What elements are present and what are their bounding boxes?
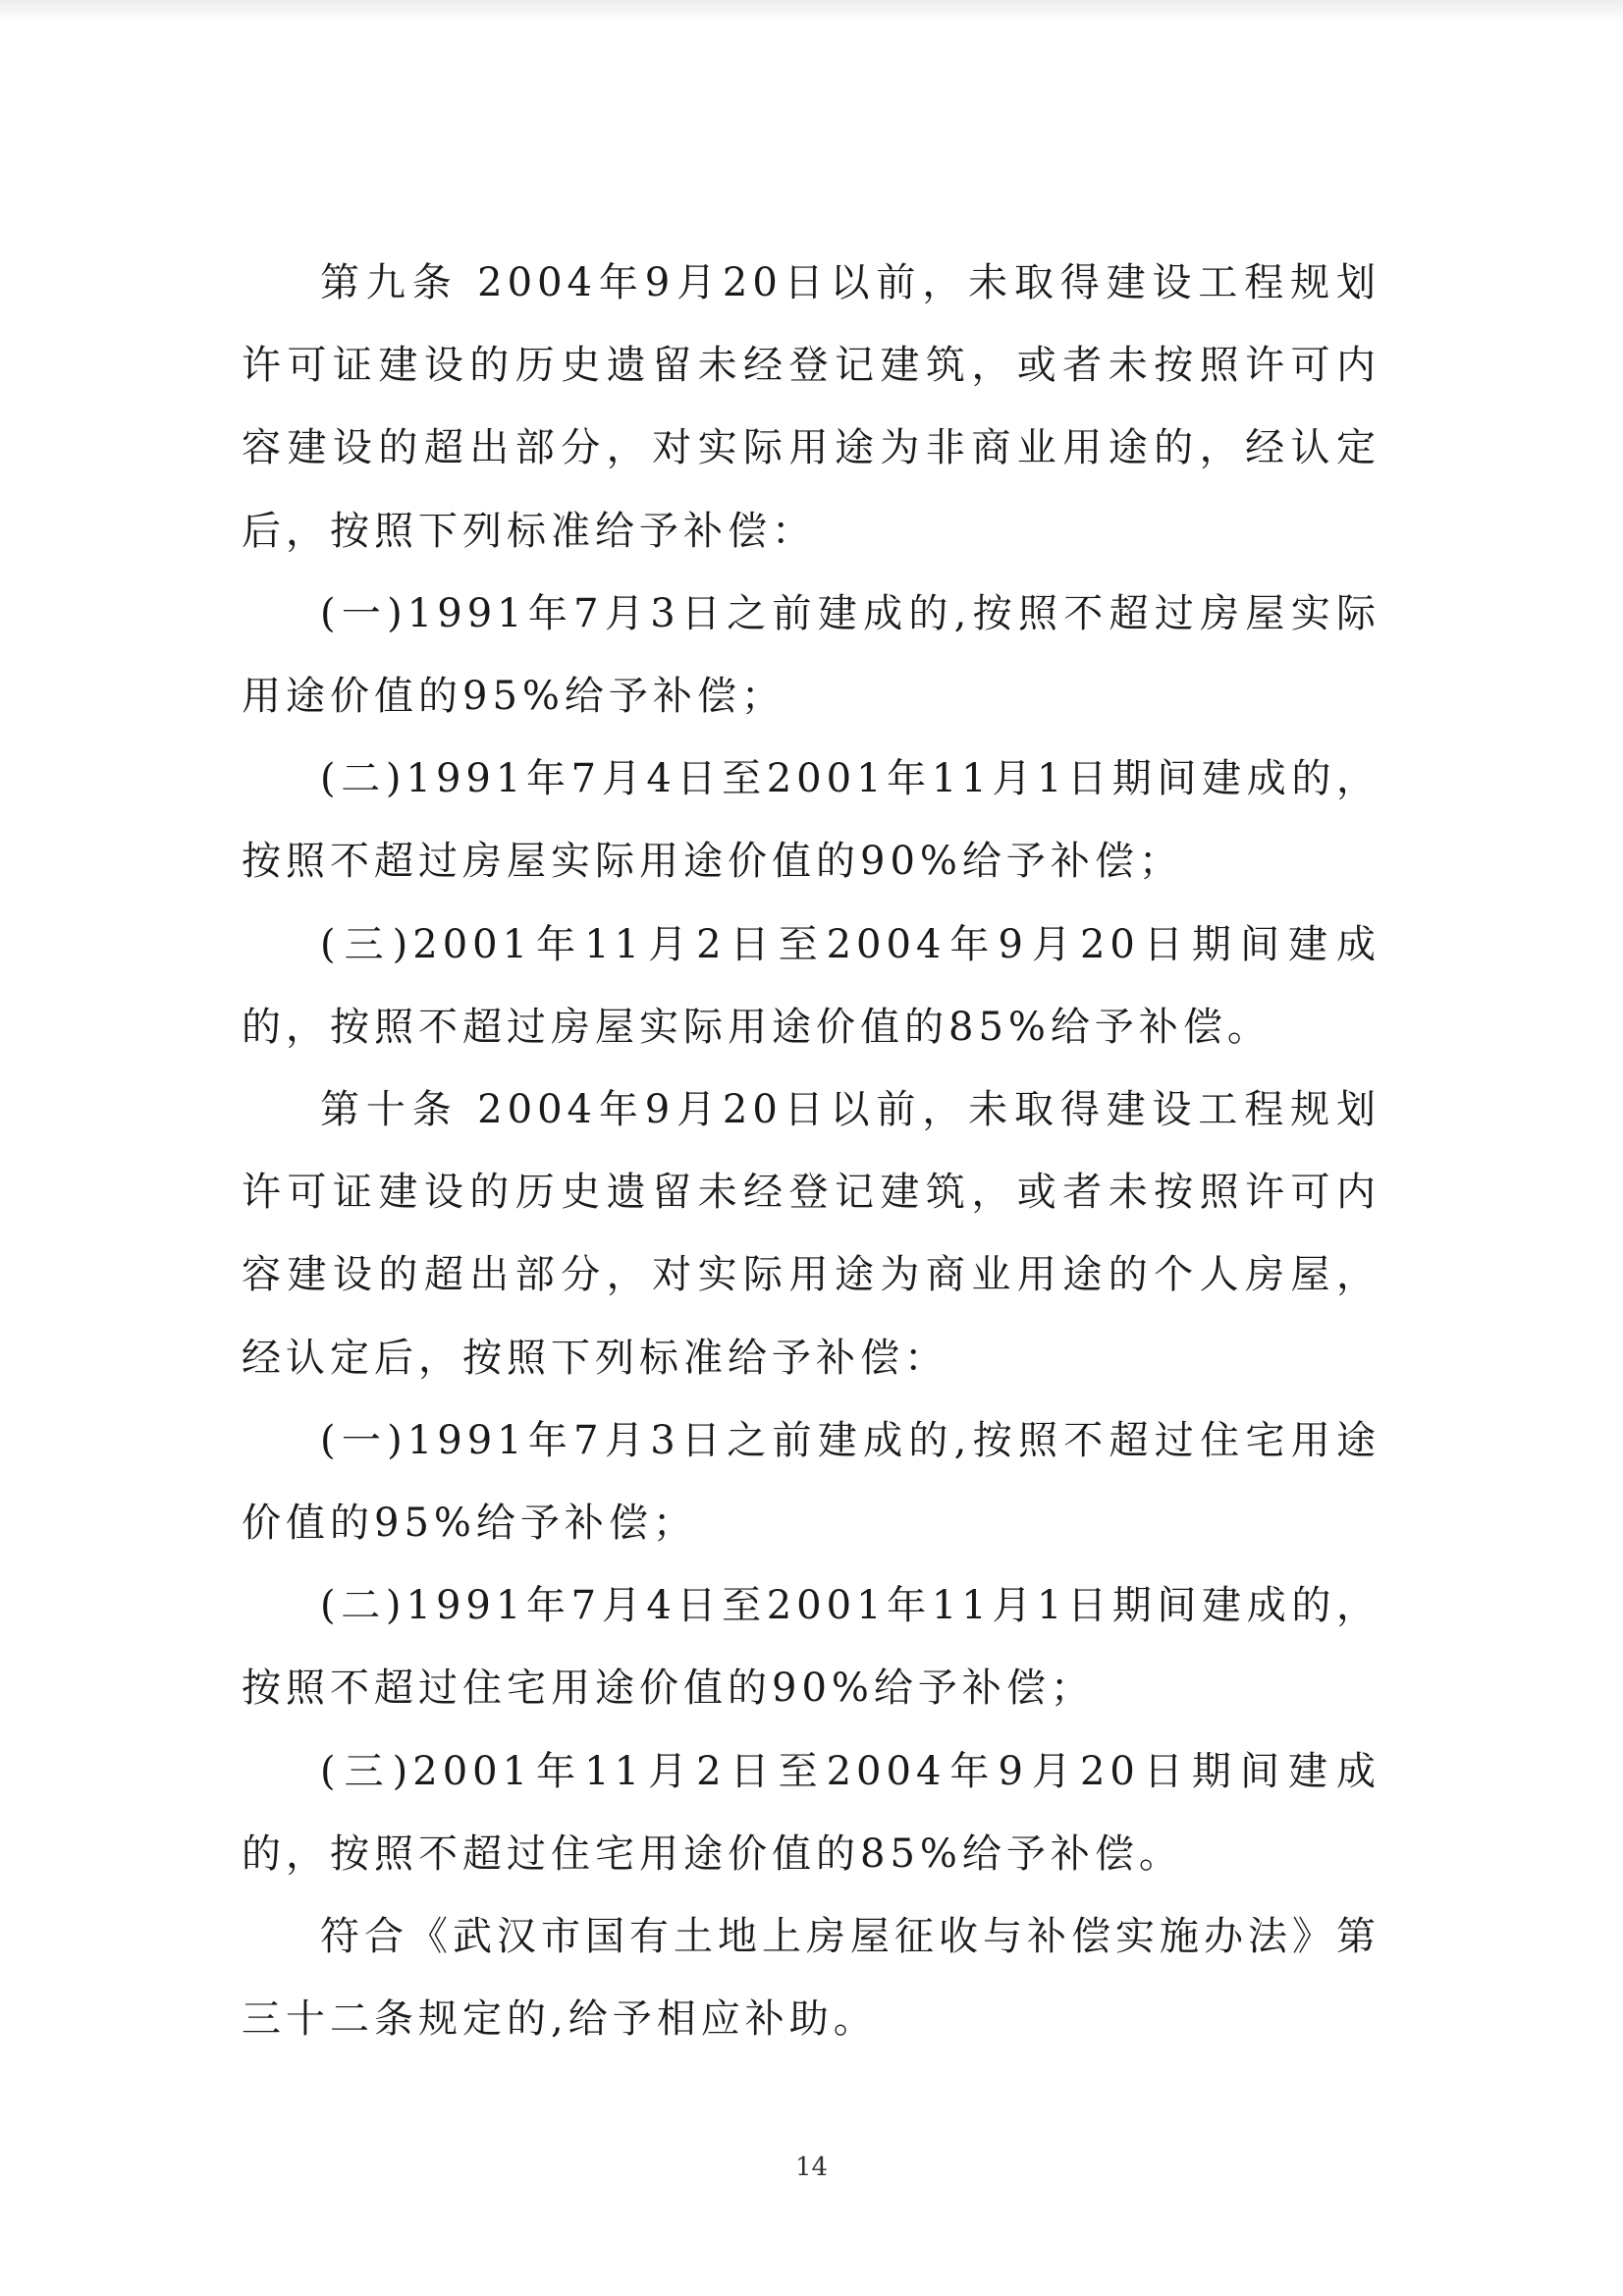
article-9-item-1: (一)1991年7月3日之前建成的,按照不超过房屋实际用途价值的95%给予补偿； — [242, 590, 1380, 720]
article-10-item-2: (二)1991年7月4日至2001年11月1日期间建成的，按照不超过住宅用途价值的90%给予补偿； — [242, 1583, 1380, 1712]
scan-edge-shadow — [0, 0, 1623, 22]
article-10-item-1: (一)1991年7月3日之前建成的,按照不超过住宅用途价值的95%给予补偿； — [242, 1417, 1380, 1547]
article-10-item-3: (三)2001年11月2日至2004年9月20日期间建成的，按照不超过住宅用途价值的85%给予补偿。 — [242, 1748, 1380, 1877]
page-number: 14 — [794, 2153, 829, 2182]
article-9-paragraph: 第九条 2004年9月20日以前，未取得建设工程规划许可证建设的历史遗留未经登记建筑，或者未按照许可内容建设的超出部分，对实际用途为非商业用途的，经认定后，按照下列标准给予补偿： — [242, 260, 1380, 554]
document-body — [242, 242, 1380, 2060]
article-10-paragraph: 第十条 2004年9月20日以前，未取得建设工程规划许可证建设的历史遗留未经登记建筑，或者未按照许可内容建设的超出部分，对实际用途为商业用途的个人房屋，经认定后，按照下列标准给予补偿： — [242, 1087, 1380, 1381]
article-9-item-3: (三)2001年11月2日至2004年9月20日期间建成的，按照不超过房屋实际用途价值的85%给予补偿。 — [242, 921, 1380, 1050]
article-9-item-2: (二)1991年7月4日至2001年11月1日期间建成的，按照不超过房屋实际用途价值的90%给予补偿； — [242, 756, 1380, 885]
subsidy-paragraph: 符合《武汉市国有土地上房屋征收与补偿实施办法》第三十二条规定的,给予相应补助。 — [242, 1914, 1380, 2043]
